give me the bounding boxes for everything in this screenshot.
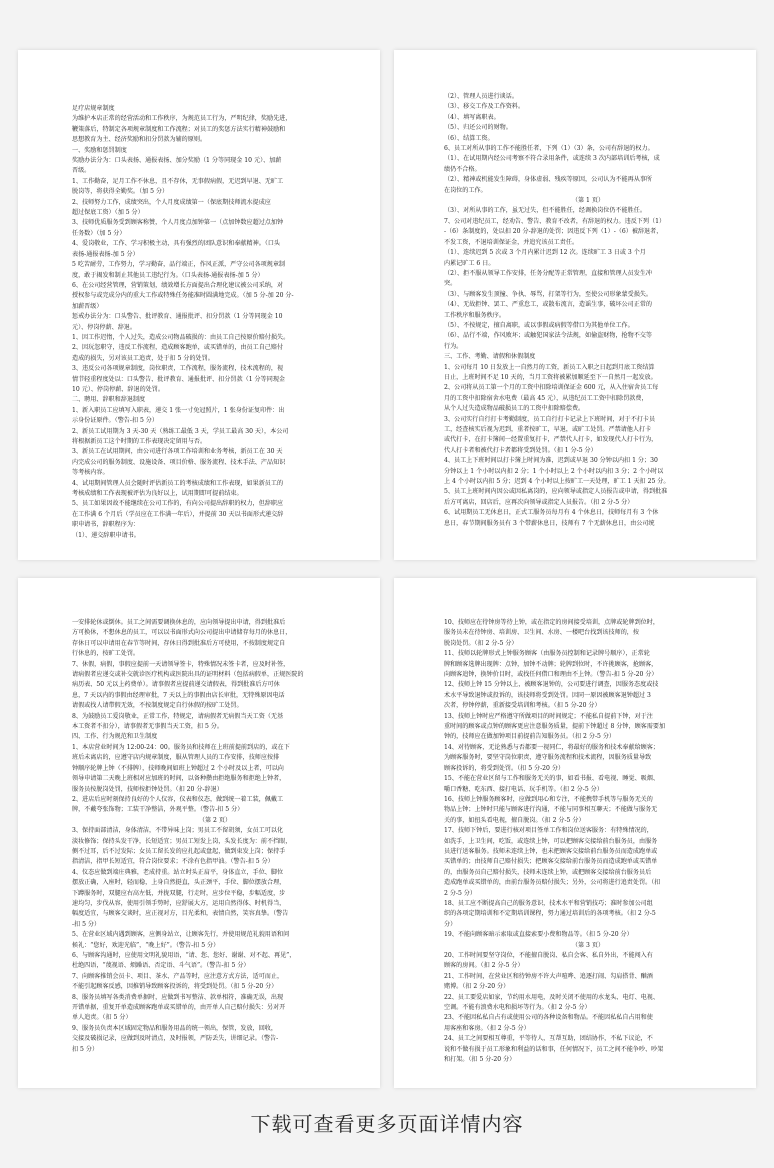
- text-line: 上 4 个小时以内扣 5 分；迟到 4 个小时以上按旷工一天处理，旷工 1 天扣 25 分。: [444, 478, 670, 486]
- text-line: 次者，停钟停薪，重新接受培训和考核。（扣 5 分-20 分）: [444, 702, 601, 710]
- text-line: 1、本店营业时间为 12:00-24：00。服务员和技师在上班前提前到店的，或在下: [72, 743, 290, 751]
- text-line: 内累记旷工 6 日。: [444, 259, 495, 267]
- text-line: 6、在公司经营管理，营销策划，绩效增长方面提出合理化建议被公司采纳，对: [72, 281, 284, 289]
- document-page-3: [18, 578, 380, 1088]
- text-line: 钟的，技师应在做加钟项目前提前告知服务员。（扣 2 分-5 分）: [444, 733, 616, 741]
- text-line: 员进行送客服务。技师未连续上钟，也未把顾客交接给前台服务员而造成跑单或: [444, 847, 658, 855]
- text-line: 4、仪态应做到端庄典雅，老成持重。站立时头正肩平，身体直立，手位、脚位: [72, 868, 284, 876]
- text-line: 买错单的；由技师自己赔付损失；把顾客交接给前台服务员而造成跑单或买错单: [444, 858, 658, 866]
- text-line: 加薪晋级）: [72, 302, 103, 310]
- text-line: 2、因玩忽职守，违反工作流程，造成顾客跑单，或买错单的，由员工自己赔付: [72, 344, 284, 352]
- text-line: （4）、填写离职表。: [444, 113, 500, 121]
- text-line: 一安排轮休或倒休。员工之间需要调换休息的，应向领导提出申请，得到批准后: [72, 619, 286, 626]
- text-line: 14、对待顾客，无论熟悉与否都要一视同仁，将最好的服务和技术奉献给顾客；: [444, 743, 659, 751]
- text-line: （第 2 页）: [198, 816, 232, 824]
- text-line: 4、爱岗敬业，工作、学习积极主动，具有强烈的团队意识和奉献精神。（口头: [72, 240, 281, 248]
- document-page-4: [394, 578, 756, 1088]
- text-line: 从个人过失造成物品破损员工的工资中扣除赔偿费。: [444, 405, 585, 413]
- text-line: 10 元）、停岗停薪、辞退的处罚。: [72, 385, 164, 393]
- text-line: 3、保持面部清洁，身体清洁，不带异味上岗；男员工不留胡须，女员工可以化: [72, 827, 284, 835]
- text-line: （2）、管理人员进行谈话。: [444, 93, 518, 100]
- text-line: 三、工作、考勤、请假和休假制度: [444, 353, 536, 361]
- text-line: 5 吃苦耐劳，工作努力，学习勤奋，品行端正，作风正派，严守公司各项规章制: [72, 261, 286, 269]
- text-line: 超过保底工资）（加 5 分）: [72, 209, 144, 217]
- text-line: 2、进店后应时刻保持良好的个人仪容，仪表和仪态，做到统一着工装，佩戴工: [72, 795, 284, 803]
- text-line: 度，敢于揭发和制止其他员工违纪行为。（口头表扬-通报表扬-加 5 分）: [72, 271, 264, 279]
- text-line: （3）、移交工作及工作资料。: [444, 103, 525, 111]
- text-line: 摆放正确，入座时，轻而稳，上身自然挺直，头正颈平，手位、脚位摆放合理，: [72, 879, 286, 887]
- text-line: （6）、品行不端，作风败坏；或触犯国家法令法规，如偷盗财物，抢物不交等: [444, 332, 653, 340]
- text-line: 19、不能向顾客暗示索取或直接索要小费和物品等。（扣 5 分-20 分）: [444, 931, 633, 939]
- text-line: （1）、在试用期内经公司考察不符合录用条件，或连续 3 次内部培训后考核，成: [444, 155, 660, 163]
- text-line: 用客座和客房。（扣 2 分-5 分）: [444, 1024, 530, 1032]
- text-line: 1、新入职员工应填写入职表，递交 1 张一寸免冠照片，1 张身份证复印件：出: [72, 406, 285, 414]
- text-line: 班后未离店的，应遵守店内规章制度，服从管理人员的工作安排，技师应按排: [72, 754, 280, 762]
- text-line: 代人打卡者和被代打卡者都将受到处罚。（扣 1 分-5 分）: [444, 446, 597, 454]
- text-line: 不能引起顾客反感，因推销导致顾客投诉的，将受到处罚。（扣 5 分-20 分）: [72, 983, 278, 991]
- download-prompt[interactable]: 下载可查看更多页面详情内容: [250, 1112, 524, 1136]
- text-line: 10、技师应在待钟房等待上钟，或在指定的房间接受培训，点牌或轮牌到位时，: [444, 619, 659, 626]
- document-page-2: [394, 50, 756, 560]
- text-line: 和打架。（扣 5 分-20 分）: [444, 1056, 516, 1064]
- text-line: （2）、精神或机能发生障碍，身体虚弱、残疾等原因，公司认为不能再从事所: [444, 176, 653, 184]
- text-line: （1）、连续迟到 5 次或 3 个月内累计迟到 12 次。连续旷工 3 日或 3 个月: [444, 249, 646, 257]
- text-line: 17、技师下钟后，要进行核对项目签单工作和岗位送客服务：有特殊情况的，: [444, 827, 653, 835]
- text-line: （第 3 页）: [571, 941, 605, 949]
- text-line: 6、员工对所从事的工作不能胜任者，下列（1）（3）条，公司有辞退的权力。: [444, 145, 654, 153]
- text-line: 7、向顾客推销会员卡、项目、茶水、产品等时，应注意方式方法，适可而止，: [72, 972, 284, 980]
- text-line: 5、在营业区域内遇到顾客，应侧身站立，让顾客先行，并使用规范礼貌用语和问: [72, 931, 290, 939]
- text-line: 情节轻重程度处以：口头警告、批评教育、通报批评、扣分罚款（1 分等同现金: [72, 375, 286, 383]
- text-line: 工，经查核实后视为迟到，重者按旷工，早退，或旷工处罚。严禁请他人打卡: [444, 426, 652, 433]
- text-line: 将根据新员工这个时期的工作表现决定留用与否。: [72, 438, 207, 445]
- text-line: 物品上钟；上钟时只能与顾客进行沟通，不能与同事相互聊天；不能做与服务无: [444, 806, 658, 814]
- text-line: 15、不能在营业区留与工作和服务无关的事，如看书报、看电视、睡觉、吸烟、: [444, 775, 659, 783]
- text-line: 术水平导致退钟或投诉的，该技师将受到处罚。因同一原因被顾客退钟超过 3: [444, 691, 651, 699]
- text-line: 鞭策落后，特制定各项规章制度和工作流程；对员工的奖惩方法实行精神鼓励和: [72, 125, 286, 133]
- text-line: 交接及破损记录，应做到及时清点，及时报领，严防丢失，讲细记录。（警告-: [72, 1035, 279, 1043]
- text-line: 分钟以上 1 个小时以内扣 2 分；1 个小时以上 2 个小时以内扣 3 分；2 个小时以: [444, 467, 664, 475]
- text-line: 幅度适宜，与顾客交谈时，应正视对方，目光柔和，表情自然，笑容真挚。（警告: [72, 910, 289, 918]
- text-line: 织的各项定期培训和不定期培训课程，努力通过培训后的各项考核。（扣 2 分-5: [444, 910, 656, 918]
- text-line: 元）、停岗停薪、辞退。: [72, 323, 136, 331]
- text-line: 存休日可以申请用在春节等时间，存休日得到批准后方可使用，不按制度规定自: [72, 639, 286, 647]
- text-line: 方可换休，不想休息的员工，可以以书面形式向公司提出申请储存每月的休息日，: [72, 629, 292, 637]
- text-line: 领导申请第二天晚上班相对应加班的时间，以备种攒由拒绝服务和拒绝上钟者，: [72, 775, 286, 783]
- text-line: 1、公司每月 10 日发放上一自然月的工资，新员工入职之日起到月底工资结算: [444, 363, 655, 371]
- text-line: 为顾客服务时，要坚守岗位职责，遵守服务流程和技术流程，因服务质量导致: [444, 754, 652, 762]
- text-line: 息，7 天以内的事假由经理审批，7 天以上的事假由店长审批，无特殊原因电话: [72, 691, 285, 699]
- text-line: 内完成公司的服务制度、设施设备、项目价格、服务流程、技术手法、产品知识: [72, 458, 286, 466]
- text-line: 1、因工作迟惰，个人过失，造成公司物品破损的：由员工自己按原价赔付损失。: [72, 333, 290, 341]
- text-line: 嚼口香糖、吃东西、接打电话、玩手机等。（扣 2 分-5 分）: [444, 785, 603, 793]
- text-line: 示身份证原件。（警告-扣 5 分）: [72, 417, 158, 425]
- text-line: 造成的损失，另对该员工追责，处于扣 5 分的处罚。: [72, 354, 214, 362]
- text-line: 的，由服务员自己赔付损失，技师未连续上钟，或把顾客交接给前台服务员后: [444, 868, 652, 876]
- text-line: 3、公司实行自行打卡考勤制度，员工自行打卡记录上下班时间，对于不打卡员: [444, 415, 656, 423]
- text-line: 在工作满 6 个月后（学员应在工作满一年后），并提前 30 天以书面形式递交辞: [72, 510, 284, 518]
- text-line: 单人追责。（扣 5 分）: [72, 1014, 132, 1022]
- text-line: （3）、与顾客发生顶撞、争执、辱骂，打架等行为，至使公司形象蒙受损失。: [444, 290, 653, 298]
- text-line: 脱岗处罚。（扣 2 分-5 分）: [444, 639, 518, 647]
- text-line: 1、工作勤奋，足月工作不休息，且不存休，无事假病假，无迟到早退、无旷工: [72, 177, 284, 185]
- text-line: 牌和顾客选牌出现牌：点钟，加钟不动牌；轮牌到位时，不许挑顾客，抢顾客，: [444, 660, 658, 668]
- text-line: 授权参与或完成分内的重大工作或特殊任务能准时圆满地完成。（加 5 分-加 20 分-: [72, 292, 294, 300]
- text-line: 3、新员工在试用期间，由公司进行各项工作培训和业务考核，新员工在 30 天: [72, 448, 283, 456]
- text-line: 日止，上班时间不足 10 天的，当月工资将被累加顺延至下一自然月一起发放。: [444, 373, 657, 381]
- text-line: 2 分-5 分）: [444, 889, 476, 897]
- text-line: 下蹲服务时，双腿应右高左低，并拢双腿，行走时，应步位平稳，步幅适度，步: [72, 889, 286, 897]
- text-line: 行休息的，按旷工处罚。: [72, 650, 140, 658]
- text-line: 2、公司将从员工第一个月的工资中扣除培训保证金 600 元，从入住宿舍员工每: [444, 384, 659, 392]
- text-line: 关的事，如扭头看电视，擅自脱岗。（扣 2 分-5 分）: [444, 816, 585, 824]
- text-line: 顾客投诉的，将受到处罚。（扣 5 分-20 分）: [444, 764, 565, 772]
- text-line: 8、为鼓励员工爱岗敬业，正常工作，特规定，请病假者无病假当天工资（无基: [72, 712, 284, 720]
- text-line: 向顾客追钟，换钟价目时，或找任何借口和理由不上钟。（警告-扣 5 分-20 分）: [444, 671, 658, 679]
- text-line: 20、工作时间要坚守岗位，不能擅自脱岗、私自会客、私自外出，不能闯入有: [444, 952, 653, 959]
- text-line: 二、聘用、辞职和辞退制度: [72, 396, 146, 404]
- text-line: 请病假者应递交或补交就诊医疗机构或医院出具的证明材料（包括病假单，正规医院的: [72, 671, 304, 679]
- text-line: 6、与顾客沟通时，应使用文明礼貌用语，“请、您、您好、谢谢、对不起、再见”，: [72, 952, 296, 959]
- text-line: 2、新员工试用期为 3 天-30 天（熟练工最低 3 天，学员工最高 30 天），本公司: [72, 427, 289, 435]
- text-line: 4、员工上下班时间以打卡簿上时间为准，迟到或早退 30 分钟以内扣 1 分；30: [444, 457, 658, 465]
- text-line: 淡妆修饰；保持头发干净，长短适宜；男员工短发上岗，头发长度为：前不挡眼，: [72, 837, 292, 845]
- text-line: 速均匀，步伐从容，使用引领手势时，应舒展大方，运用自然得体、时机得当，: [72, 899, 286, 907]
- text-line: 晋级。: [72, 167, 91, 175]
- text-line: 13、技师上钟时应严格遵守所做项目的时间规定；不能私自提前下钟，对于注: [444, 712, 653, 720]
- text-line: （1）、递交辞职申请书。: [72, 531, 140, 539]
- text-line: 侧不过耳，后不过发际；女员工留长发的应扎起或盘起，做到束发上岗；保持手: [72, 847, 286, 855]
- text-line: 候礼：“您好，欢迎光临”，“晚上好”。（警告-扣 5 分）: [72, 941, 220, 949]
- text-line: 任务数）（加 5 分）: [72, 229, 126, 237]
- text-line: 工作秩序和服务秩序。: [444, 311, 505, 319]
- text-line: 分）: [444, 920, 457, 928]
- text-line: 息日，春节期间服务员有 3 个带薪休息日，技师有 7 个无薪休息日，由公司统: [444, 519, 655, 527]
- text-line: 为维护本店正常的经营活动和工作秩序，为规范员工行为，严明纪律，奖励先进，: [72, 115, 292, 123]
- text-line: 杜绝四语，“蔑视语、烦躁语、否定语、斗气语”。（警告-扣 5 分）: [72, 962, 250, 970]
- text-line: 奖励办法分为：口头表扬、通报表扬、加分奖励（1 分等同现金 10 元）、加薪: [72, 157, 282, 165]
- text-line: 等考核内容。: [72, 469, 109, 477]
- text-line: 后方可离店，回店后，应再次向领导或指定人员报告。（扣 2 分-5 分）: [444, 498, 634, 506]
- text-line: 四、工作、行为规范和卫生制度: [72, 733, 158, 741]
- text-line: 一、奖励和惩罚制度: [72, 146, 127, 154]
- text-line: 12、技师上钟 15 分钟以上，被顾客退钟的，公司要进行调查，因服务态度或技: [444, 681, 659, 689]
- text-line: 在岗位的工作。: [444, 186, 487, 194]
- text-line: 赌博。（扣 2 分-20 分）: [444, 983, 510, 991]
- text-line: 5、员工上班时间内因公或因私离岗的，应向领导或指定人员报告或申请，得到批准: [444, 488, 668, 496]
- text-line: 23、不能因私私自占有或使用公司的各种设备和物品。不能因私私自占用和使: [444, 1014, 653, 1022]
- text-line: 指清洁，指甲长短适宜，符合岗位要求；不涂有色指甲油。（警告-扣 5 分）: [72, 858, 274, 866]
- text-line: 钟顺序轮牌上钟（不排牌），技师晚间如班上钟超过 2 个小时及以上者，可以向: [72, 764, 284, 772]
- text-line: -（6）条制度的，处以扣 20 分-辞退的处罚；因违反下列（1）-（6）被辞退者，: [444, 228, 663, 236]
- text-line: （3）、对所从事的工作，虽无过失，但不能胜任，经调换岗位仍不能胜任。: [444, 207, 646, 215]
- text-line: 空调。不能有浪费水电和损坏等行为。（扣 2 分-5 分）: [444, 1004, 591, 1012]
- text-line: 顾客的房间。（扣 2 分-5 分）: [444, 962, 524, 970]
- text-line: 说和不做有损于员工形象和利益的话和事，任何情况下，员工之间不能争吵、吵架: [444, 1045, 664, 1053]
- text-line: 3、违反公司各项规章制度，岗位职责，工作流程，服务流程，技术流程的，视: [72, 365, 284, 373]
- text-line: 7、休假，病假，事假应提前一天请领导签卡，特殊情况未签卡者，应及时补签，: [72, 660, 290, 668]
- text-line: 惩戒办法分为：口头警告、批评教育、通报批评、扣分罚款（1 分等同现金 10: [72, 313, 283, 321]
- text-line: （4）、无故拒钟、罢工、严重怠工，或散布流言，造谣生事，破坏公司正常的: [444, 301, 653, 309]
- text-line: 脱岗等，将获得全勤奖。（加 5 分）: [72, 188, 169, 196]
- text-line: 服务员未在待钟房、培训房、卫生间、水房、一楼吧台找到该技师的，按: [444, 629, 639, 637]
- text-line: （6）、结算工资。: [444, 134, 494, 142]
- text-line: 8、服务员填写各类消费单据时，应做到书写整洁、款单相符，准确无误，出现: [72, 993, 284, 1001]
- text-line: 牌，不戴夸张饰物；工装干净整洁，外观平整。（警告-扣 5 分）: [72, 806, 244, 814]
- text-line: 6、试用期员工无休息日，正式工服务员每月有 4 个休息日，技师每月有 3 个休: [444, 509, 659, 517]
- text-line: -扣 5 分）: [72, 920, 101, 928]
- text-line: 3、技师优质服务受到顾客称赞，个人月度点加钟第一（点加钟数应超过点加钟: [72, 219, 284, 227]
- text-line: 足疗店规章制度: [72, 105, 115, 112]
- text-line: 如洗手，上卫生间，吃饭，或连续上钟，可以把顾客交接给前台服务员，由服务: [444, 837, 658, 845]
- text-line: 16、技师上钟服务顾客时，应做到用心和专注，不能携带手机等与服务无关的: [444, 795, 653, 803]
- text-line: 病历表、50 元以上药费单）。请事假者应提前递交请假表，得到批准后方可休: [72, 681, 280, 689]
- text-line: 行为。: [444, 342, 463, 350]
- text-line: 绩仍不合格。: [444, 165, 481, 173]
- text-line: 表扬-通报表扬-加 5 分）: [72, 250, 139, 258]
- text-line: 月的工资中扣除宿舍水电费（最高 45 元），从违纪员工工资中扣除罚款费，: [444, 394, 648, 402]
- text-line: （5）、归还公司的财物。: [444, 124, 512, 132]
- text-line: 7、公司对违纪员工，经劝告、警告、教育不改者，有辞退的权力。违反下列（1）: [444, 217, 666, 225]
- text-line: 24、员工之间要相互尊重，平等待人，互帮互助，团结协作，不私下议论，不: [444, 1035, 653, 1043]
- text-line: 11、技师以轮牌形式上钟服务顾客（由服务员控制和记录牌号顺序），正常轮: [444, 650, 650, 658]
- text-line: （5）、不按规定，擅自离职，或以事假或病假等借口为其他单位工作。: [444, 321, 634, 329]
- text-line: 考核成绩和工作表现被评估为良好以上，试用期即可提前结束。: [72, 490, 243, 498]
- document-page-1: [18, 50, 380, 560]
- text-line: 造成跑单或买错单的，由前台服务员赔付损失；另外，公司将进行追责处罚。（扣: [444, 879, 661, 887]
- text-line: 或代打卡，在打卡簿间一经置重复打卡，严禁代人打卡，如发现代人打卡行为，: [444, 436, 658, 444]
- text-line: 4、试用期间管理人员会随时评估新员工的考核成绩和工作表现，如果新员工的: [72, 479, 284, 487]
- text-line: 服务员按脱岗处罚，技师按拒钟处罚。（扣 20 分-辞退）: [72, 785, 223, 793]
- text-line: （第 1 页）: [571, 197, 605, 205]
- text-line: 突。: [444, 280, 457, 288]
- text-line: 职申请书，辞职程序为：: [72, 521, 140, 529]
- text-line: 开错单据，重复开单造成顾客跑单或买错单的，由开单人自己赔付损失：另对开: [72, 1004, 286, 1012]
- text-line: 5、员工如果因故不能继续在公司工作的，有向公司提出辞职的权力，但辞职应: [72, 500, 284, 508]
- text-line: 18、员工应不断提高自己的服务意识，技术水平和营销技巧；准时参加公司组: [444, 899, 653, 907]
- text-line: 22、员工要爱店如家，节约用水用电，及时关闭不使用的水龙头、电灯、电视、: [444, 993, 659, 1001]
- text-line: （2）、拒不服从领导工作安排，任务分配等正常管理，直接和管理人员发生冲: [444, 269, 653, 277]
- text-line: 思想教育为主、经济奖励和扣分罚款为辅的原则。: [72, 136, 207, 144]
- text-line: 请假或找人请带假无效，不按制度规定自行休假的按旷工处罚。: [72, 702, 243, 710]
- text-line: 本工资者不扣分），请事假者无事假当天工资，扣 5 分。: [72, 723, 223, 731]
- text-line: 9、服务员负责本区域固定物品和服务用品的统一领出，保管，发放，回收，: [72, 1024, 277, 1032]
- text-line: 2、技师努力工作，成绩突出，个人月度成绩第一（保底期技师流水提成应: [72, 198, 271, 206]
- text-line: 扣 5 分）: [72, 1045, 99, 1053]
- text-line: 21、工作时间，在营业区和待钟房不许大声喧哗、追逐打闹、勾肩搭背、酗酒: [444, 972, 653, 980]
- text-line: 不发工资，不退培训保证金，并追究该员工责任。: [444, 238, 579, 246]
- text-line: 重时间的顾客或点钟的顾客更应注意服务质量，提前下钟超过 8 分钟，顾客需要加: [444, 723, 666, 731]
